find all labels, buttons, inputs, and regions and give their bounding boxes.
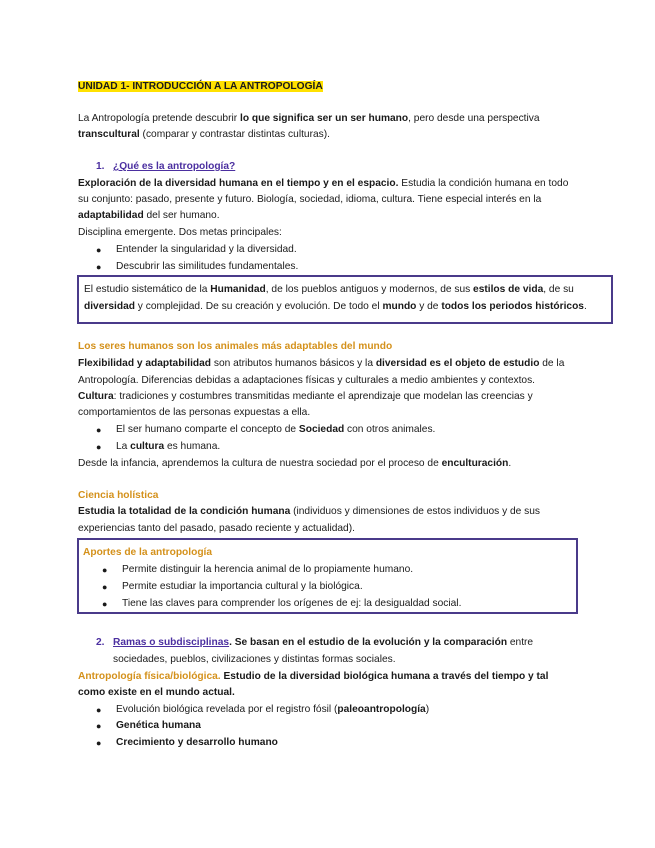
section1-line-1 [78, 177, 568, 191]
section2-line-2: sociedades, pueblos, civilizaciones y distintas formas sociales. [113, 654, 396, 665]
bold-text: Humanidad [210, 284, 266, 295]
body-text: Desde la infancia, aprendemos la cultura de nuestra sociedad por el proceso de [78, 458, 442, 469]
body-text: La [116, 441, 131, 452]
bold-text: enculturación [441, 458, 509, 469]
holistica-line-2: experiencias tanto del pasado, pasado reciente y actualidad). [78, 523, 355, 534]
section1-heading [96, 160, 235, 174]
bullet-dot: ● [96, 721, 102, 731]
body-text: . [508, 458, 512, 469]
bold-text: diversidad es el objeto de estudio [375, 358, 540, 369]
body-text: y de [416, 301, 442, 312]
intro-text: , pero desde una perspectiva [408, 113, 540, 124]
bold-text: diversidad [84, 301, 135, 312]
intro-line-2 [78, 128, 330, 142]
section-title: Ramas o subdisciplinas [113, 637, 230, 648]
body-text: con otros animales. [344, 424, 436, 435]
body-text: El ser humano comparte el concepto de [116, 424, 299, 435]
bold-text: Estudio de la diversidad biológica humana a través del tiempo y tal [220, 671, 549, 682]
adaptables-line-2: Antropología. Diferencias debidas a adaptaciones físicas y culturales a medio ambientes y contextos. [78, 375, 535, 386]
intro-bold: lo que significa ser un ser humano [239, 113, 409, 124]
bold-text: Flexibilidad y adaptabilidad [78, 358, 212, 369]
holistica-line-1 [78, 505, 540, 519]
bold-text: cultura [130, 441, 165, 452]
section-number: 2. [96, 637, 105, 648]
section1-line-2: su conjunto: pasado, presente y futuro. Biología, sociedad, idioma, cultura. Tiene especial interés en la [78, 194, 542, 205]
holistica-heading: Ciencia holística [78, 490, 159, 501]
definition-line-1 [84, 283, 574, 297]
body-text: es humana. [164, 441, 221, 452]
bold-text: adaptabilidad [78, 210, 144, 221]
body-text: son atributos humanos básicos y la [211, 358, 376, 369]
adaptables-line-3 [78, 390, 533, 404]
bullet-dot: ● [96, 738, 102, 748]
list-item: Crecimiento y desarrollo humano [116, 737, 278, 748]
bullet-dot: ● [102, 565, 108, 575]
list-item [116, 703, 429, 717]
intro-text: La Antropología pretende descubrir [78, 113, 240, 124]
bold-text: Cultura [78, 391, 114, 402]
fisica-line-1 [78, 670, 548, 684]
unit-title-text: UNIDAD 1- INTRODUCCIÓN A LA ANTROPOLOGÍA [78, 81, 323, 92]
list-item: Genética humana [116, 720, 201, 731]
orange-label: Antropología física/biológica. [78, 671, 221, 682]
bullet-dot: ● [96, 705, 102, 715]
adaptables-line-4: comportamientos de las personas expuestas a ella. [78, 407, 311, 418]
list-item: Tiene las claves para comprender los orígenes de ej: la desigualdad social. [122, 598, 462, 609]
list-item: Descubrir las similitudes fundamentales. [116, 261, 299, 272]
intro-text: (comparar y contrastar distintas culturas). [139, 129, 330, 140]
intro-line-1 [78, 112, 540, 126]
fisica-line-2: como existe en el mundo actual. [78, 687, 235, 698]
bold-text: Sociedad [298, 424, 345, 435]
unit-title [78, 80, 323, 94]
body-text: (individuos y dimensiones de estos individuos y de sus [290, 506, 541, 517]
section1-line-4: Disciplina emergente. Dos metas principales: [78, 227, 282, 238]
list-item: Entender la singularidad y la diversidad. [116, 244, 297, 255]
list-item: Permite estudiar la importancia cultural y la biológica. [122, 581, 363, 592]
bold-text: estilos de vida [473, 284, 544, 295]
list-item [116, 440, 220, 454]
adaptables-heading: Los seres humanos son los animales más adaptables del mundo [78, 341, 393, 352]
intro-bold: transcultural [78, 129, 140, 140]
body-text: y complejidad. De su creación y evolución. De todo el [134, 301, 383, 312]
bullet-dot: ● [96, 245, 102, 255]
list-item: Permite distinguir la herencia animal de lo propiamente humano. [122, 564, 414, 575]
section2-heading-line [96, 636, 533, 650]
section1-line-3 [78, 209, 220, 223]
body-text: . [583, 301, 587, 312]
bold-text: mundo [382, 301, 417, 312]
bullet-dot: ● [96, 262, 102, 272]
list-item [116, 423, 435, 437]
bold-text: paleoantropología [337, 704, 426, 715]
body-text: Estudia la condición humana en todo [398, 178, 569, 189]
bullet-dot: ● [102, 582, 108, 592]
bullet-dot: ● [102, 599, 108, 609]
body-text: del ser humano. [143, 210, 220, 221]
body-text: , de su [543, 284, 574, 295]
definition-line-2 [84, 300, 587, 314]
body-text: : tradiciones y costumbres transmitidas mediante el aprendizaje que modelan las creencias y [113, 391, 533, 402]
bold-text: . Se basan en el estudio de la evolución y la comparación [229, 637, 508, 648]
bold-text: Exploración de la diversidad humana en el tiempo y en el espacio. [78, 178, 399, 189]
bold-text: todos los periodos históricos [441, 301, 584, 312]
bold-text: Estudia la totalidad de la condición humana [78, 506, 291, 517]
body-text: entre [507, 637, 534, 648]
bullet-dot: ● [96, 425, 102, 435]
aportes-heading: Aportes de la antropología [83, 547, 213, 558]
body-text: ) [425, 704, 430, 715]
bullet-dot: ● [96, 442, 102, 452]
adaptables-line-5 [78, 457, 511, 471]
body-text: El estudio sistemático de la [84, 284, 211, 295]
body-text: Evolución biológica revelada por el registro fósil ( [116, 704, 338, 715]
adaptables-line-1 [78, 357, 564, 371]
section-number: 1. [96, 161, 105, 172]
body-text: de la [539, 358, 565, 369]
section-title: ¿Qué es la antropología? [113, 161, 236, 172]
body-text: , de los pueblos antiguos y modernos, de sus [265, 284, 474, 295]
